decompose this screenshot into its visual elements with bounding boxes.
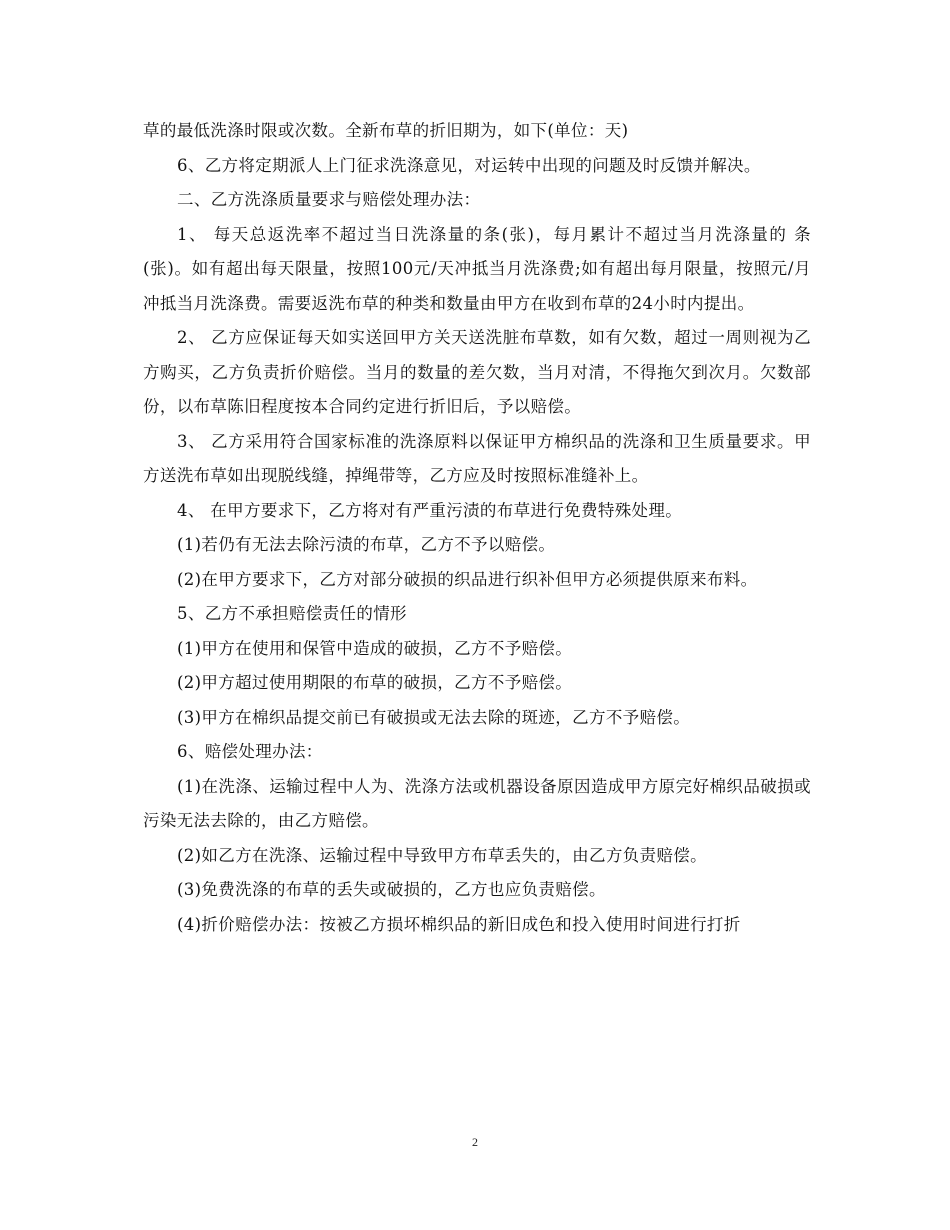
paragraph-item-6-compensation-method: 6、赔偿处理办法：: [177, 742, 323, 761]
paragraph-subitem-4-1: (1)若仍有无法去除污渍的布草，乙方不予以赔偿。: [177, 535, 556, 554]
paragraph-item-1-rewash-rate: 1、 每天总返洗率不超过当日洗涤量的条(张)，每月累计不超过当月洗涤量的 条(张)。如有超出每天限量，按照100元/天冲抵当月洗涤费;如有超出每月限量，按照元/月冲抵当月洗涤费。需要返洗布草的种类和数量由甲方在收到布草的24小时内提出。: [143, 224, 811, 313]
paragraph-item-3-washing-materials: 3、 乙方采用符合国家标准的洗涤原料以保证甲方棉织品的洗涤和卫生质量要求。甲方送洗布草如出现脱线缝，掉绳带等，乙方应及时按照标准缝补上。: [143, 431, 811, 485]
paragraph-item-5-no-liability: 5、乙方不承担赔偿责任的情形: [177, 604, 407, 623]
section-heading-quality-compensation: 二、乙方洗涤质量要求与赔偿处理办法：: [177, 190, 481, 209]
paragraph-subitem-6-1: (1)在洗涤、运输过程中人为、洗涤方法或机器设备原因造成甲方原完好棉织品破损或污染无法去除的，由乙方赔偿。: [143, 776, 811, 830]
paragraph-continuation: 草的最低洗涤时限或次数。全新布草的折旧期为，如下(单位：天): [143, 121, 629, 140]
paragraph-subitem-5-1: (1)甲方在使用和保管中造成的破损，乙方不予赔偿。: [177, 638, 573, 658]
paragraph-subitem-5-3: (3)甲方在棉织品提交前已有破损或无法去除的斑迹，乙方不予赔偿。: [177, 707, 691, 727]
document-body: [143, 114, 811, 942]
paragraph-subitem-6-2: (2)如乙方在洗涤、运输过程中导致甲方布草丢失的，由乙方负责赔偿。: [177, 845, 707, 865]
paragraph-subitem-6-4: (4)折价赔偿办法：按被乙方损坏棉织品的新旧成色和投入使用时间进行打折: [177, 914, 741, 934]
paragraph-subitem-5-2: (2)甲方超过使用期限的布草的破损，乙方不予赔偿。: [177, 673, 573, 692]
paragraph-subitem-4-2: (2)在甲方要求下，乙方对部分破损的织品进行织补但甲方必须提供原来布料。: [177, 569, 758, 589]
page-number: 2: [472, 1135, 478, 1149]
paragraph-item-6-feedback: 6、乙方将定期派人上门征求洗涤意见，对运转中出现的问题及时反馈并解决。: [177, 155, 761, 175]
paragraph-subitem-6-3: (3)免费洗涤的布草的丢失或破损的，乙方也应负责赔偿。: [177, 880, 606, 899]
paragraph-item-4-special-treatment: 4、 在甲方要求下，乙方将对有严重污渍的布草进行免费特殊处理。: [177, 500, 683, 520]
paragraph-item-2-return-count: 2、 乙方应保证每天如实送回甲方关天送洗脏布草数，如有欠数，超过一周则视为乙方购买，乙方负责折价赔偿。当月的数量的差欠数，当月对清，不得拖欠到次月。欠数部份，以布草陈旧程度按本合同约定进行折旧后，予以赔偿。: [143, 328, 811, 416]
